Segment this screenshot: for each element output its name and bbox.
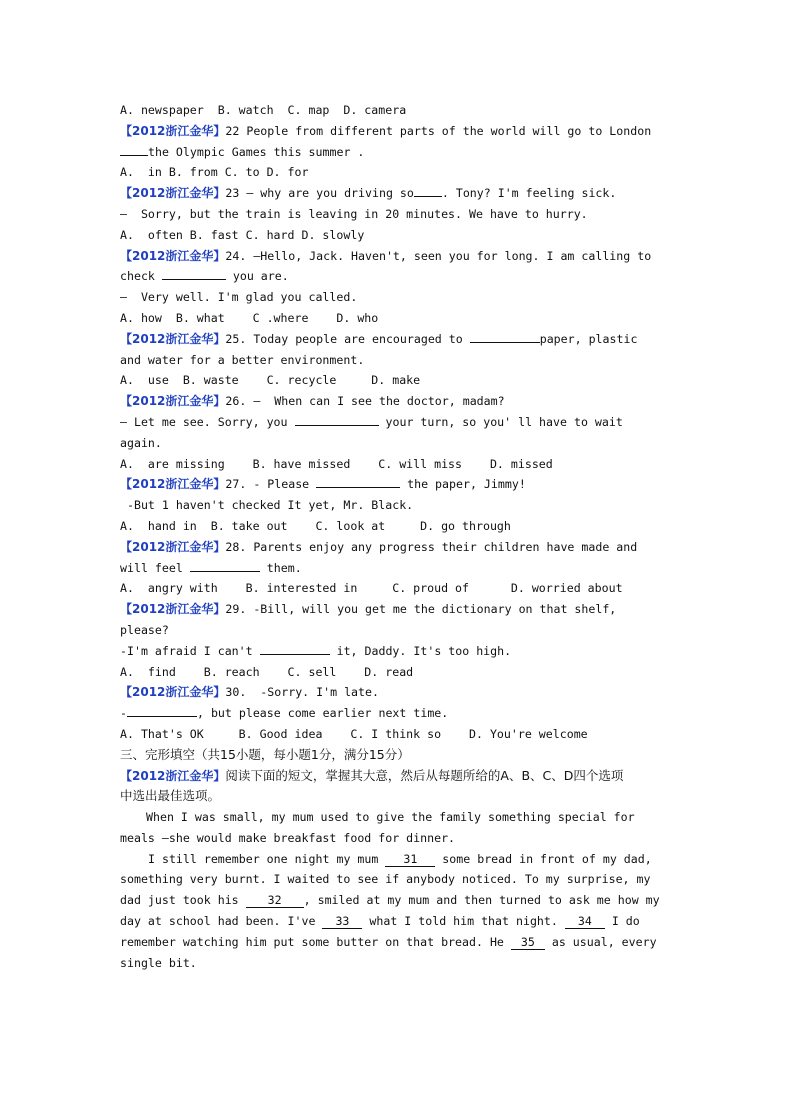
document-page bbox=[120, 100, 680, 973]
q26-options-text: A. are missing B. have missed C. will miss D. missed bbox=[120, 456, 553, 471]
q21-options bbox=[120, 100, 680, 121]
q24-options bbox=[120, 308, 680, 329]
q30-reply-a: - bbox=[120, 706, 127, 721]
q22-options-text: A. in B. from C. to D. for bbox=[120, 165, 309, 180]
passage-line bbox=[120, 890, 680, 911]
answer-blank bbox=[162, 266, 226, 280]
cloze-blank-32: 32 bbox=[246, 893, 304, 908]
q29-rest-text: please? bbox=[120, 622, 169, 637]
instructions-line-2 bbox=[120, 786, 680, 807]
q29-options bbox=[120, 662, 680, 683]
passage-line bbox=[120, 953, 680, 974]
q24-reply-text: — Very well. I'm glad you called. bbox=[120, 290, 358, 305]
instructions-text-a: 阅读下面的短文，掌握其大意，然后从每题所给的A、B、C、D四个选项 bbox=[225, 767, 624, 783]
q24-reply bbox=[120, 287, 680, 308]
answer-blank bbox=[127, 703, 197, 717]
q24-stem bbox=[120, 246, 680, 267]
q26-options bbox=[120, 454, 680, 475]
q25-options-text: A. use B. waste C. recycle D. make bbox=[120, 373, 421, 388]
passage-text: day at school had been. I've bbox=[120, 914, 323, 929]
q26-rest bbox=[120, 433, 680, 454]
q28-stem-text: 28. Parents enjoy any progress their children have made and bbox=[225, 539, 638, 554]
answer-blank bbox=[190, 558, 260, 572]
q22-stem bbox=[120, 121, 680, 142]
passage-text: single bit. bbox=[120, 955, 197, 970]
answer-blank bbox=[470, 329, 540, 343]
q28-options-text: A. angry with B. interested in C. proud of D. worried about bbox=[120, 581, 623, 596]
q29-rest bbox=[120, 620, 680, 641]
q27-reply-text: -But 1 haven't checked It yet, Mr. Black. bbox=[120, 498, 414, 513]
passage-text: some bread in front of my dad, bbox=[435, 851, 652, 866]
q30-stem bbox=[120, 682, 680, 703]
q29-stem-text: 29. -Bill, will you get me the dictionary on that shelf, bbox=[225, 602, 617, 617]
answer-blank bbox=[260, 641, 330, 655]
source-tag: 【2012浙江金华】 bbox=[120, 539, 226, 554]
q30-options-text: A. That's OK B. Good idea C. I think so D. You're welcome bbox=[120, 726, 588, 741]
answer-blank bbox=[316, 474, 400, 488]
passage-line bbox=[120, 932, 680, 953]
q28-options bbox=[120, 578, 680, 599]
q22-stem-text: 22 People from different parts of the world will go to London bbox=[225, 123, 652, 138]
q23-options-text: A. often B. fast C. hard D. slowly bbox=[120, 227, 365, 242]
q25-rest bbox=[120, 350, 680, 371]
passage-line bbox=[120, 828, 680, 849]
q30-reply bbox=[120, 703, 680, 724]
q25-stem-b: paper, plastic bbox=[539, 331, 638, 346]
q26-stem bbox=[120, 391, 680, 412]
instructions-text-b: 中选出最佳选项。 bbox=[120, 788, 221, 804]
q23-stem-a: 23 — why are you driving so bbox=[225, 186, 414, 201]
q23-stem bbox=[120, 183, 680, 204]
q28-rest-a: will feel bbox=[120, 560, 183, 575]
q27-reply bbox=[120, 495, 680, 516]
passage-line bbox=[120, 911, 680, 932]
q25-options bbox=[120, 370, 680, 391]
q23-reply-text: — Sorry, but the train is leaving in 20 minutes. We have to hurry. bbox=[120, 206, 588, 221]
passage-text: something very burnt. I waited to see if anybody noticed. To my surprise, my bbox=[120, 872, 651, 887]
q25-stem bbox=[120, 329, 680, 350]
answer-blank bbox=[120, 142, 148, 156]
q27-stem-a: 27. - Please bbox=[225, 477, 310, 492]
passage-text: When I was small, my mum used to give the family something special for bbox=[146, 810, 635, 825]
q22-rest-text: the Olympic Games this summer . bbox=[148, 144, 365, 159]
cloze-blank-31: 31 bbox=[385, 852, 435, 867]
section-title-text: 三、完形填空（共15小题，每小题1分，满分15分） bbox=[120, 746, 410, 762]
q28-stem bbox=[120, 537, 680, 558]
q26-rest-text: again. bbox=[120, 435, 162, 450]
q29-reply-b: it, Daddy. It's too high. bbox=[336, 643, 512, 658]
source-tag: 【2012浙江金华】 bbox=[120, 331, 226, 346]
q27-stem-b: the paper, Jimmy! bbox=[407, 477, 526, 492]
source-tag: 【2012浙江金华】 bbox=[120, 477, 226, 492]
q21-options-text: A. newspaper B. watch C. map D. camera bbox=[120, 103, 407, 117]
q22-rest bbox=[120, 142, 680, 163]
passage-line bbox=[120, 807, 680, 828]
q24-check-a: check bbox=[120, 269, 155, 284]
source-tag: 【2012浙江金华】 bbox=[120, 394, 226, 409]
passage-text: I do bbox=[604, 914, 640, 929]
q26-reply-b: your turn, so you' ll have to wait bbox=[385, 414, 623, 429]
q23-stem-b: . Tony? I'm feeling sick. bbox=[441, 186, 617, 201]
q22-options bbox=[120, 162, 680, 183]
q29-options-text: A. find B. reach C. sell D. read bbox=[120, 664, 414, 679]
q23-options bbox=[120, 225, 680, 246]
q28-rest-b: them. bbox=[266, 560, 302, 575]
instructions-line-1 bbox=[120, 766, 680, 787]
q23-reply bbox=[120, 204, 680, 225]
q30-stem-text: 30. -Sorry. I'm late. bbox=[225, 685, 379, 700]
q27-options bbox=[120, 516, 680, 537]
source-tag: 【2012浙江金华】 bbox=[120, 768, 226, 783]
source-tag: 【2012浙江金华】 bbox=[120, 123, 226, 138]
source-tag: 【2012浙江金华】 bbox=[120, 685, 226, 700]
section-title bbox=[120, 745, 680, 766]
q30-options bbox=[120, 724, 680, 745]
q29-reply bbox=[120, 641, 680, 662]
passage-line bbox=[120, 849, 680, 870]
q25-stem-a: 25. Today people are encouraged to bbox=[225, 331, 463, 346]
q28-rest bbox=[120, 558, 680, 579]
q25-rest-text: and water for a better environment. bbox=[120, 352, 365, 367]
answer-blank bbox=[295, 412, 379, 426]
source-tag: 【2012浙江金华】 bbox=[120, 248, 226, 263]
source-tag: 【2012浙江金华】 bbox=[120, 602, 226, 617]
passage-line bbox=[120, 869, 680, 890]
q24-stem-text: 24. —Hello, Jack. Haven't, seen you for long. I am calling to bbox=[225, 248, 652, 263]
q26-reply bbox=[120, 412, 680, 433]
q24-check-b: you are. bbox=[232, 269, 289, 284]
q30-reply-b: , but please come earlier next time. bbox=[196, 706, 449, 721]
q29-stem bbox=[120, 599, 680, 620]
passage-text: I still remember one night my mum bbox=[148, 851, 386, 866]
passage-text: remember watching him put some butter on that bread. He bbox=[120, 934, 511, 949]
q27-options-text: A. hand in B. take out C. look at D. go through bbox=[120, 518, 511, 533]
q29-reply-a: -I'm afraid I can't bbox=[120, 643, 253, 658]
passage-text: meals —she would make breakfast food for dinner. bbox=[120, 830, 456, 845]
q26-stem-text: 26. — When can I see the doctor, madam? bbox=[225, 394, 505, 409]
cloze-blank-34: 34 bbox=[565, 914, 605, 929]
q24-options-text: A. how B. what C .where D. who bbox=[120, 310, 379, 325]
q24-check bbox=[120, 266, 680, 287]
q26-reply-a: — Let me see. Sorry, you bbox=[120, 414, 288, 429]
passage-text: , smiled at my mum and then turned to ask me how my bbox=[303, 893, 660, 908]
passage-text: dad just took his bbox=[120, 893, 246, 908]
cloze-blank-35: 35 bbox=[511, 935, 545, 950]
passage-text: what I told him that night. bbox=[362, 914, 565, 929]
cloze-blank-33: 33 bbox=[322, 914, 362, 929]
answer-blank bbox=[414, 183, 442, 197]
passage-text: as usual, every bbox=[544, 934, 657, 949]
q27-stem bbox=[120, 474, 680, 495]
source-tag: 【2012浙江金华】 bbox=[120, 186, 226, 201]
